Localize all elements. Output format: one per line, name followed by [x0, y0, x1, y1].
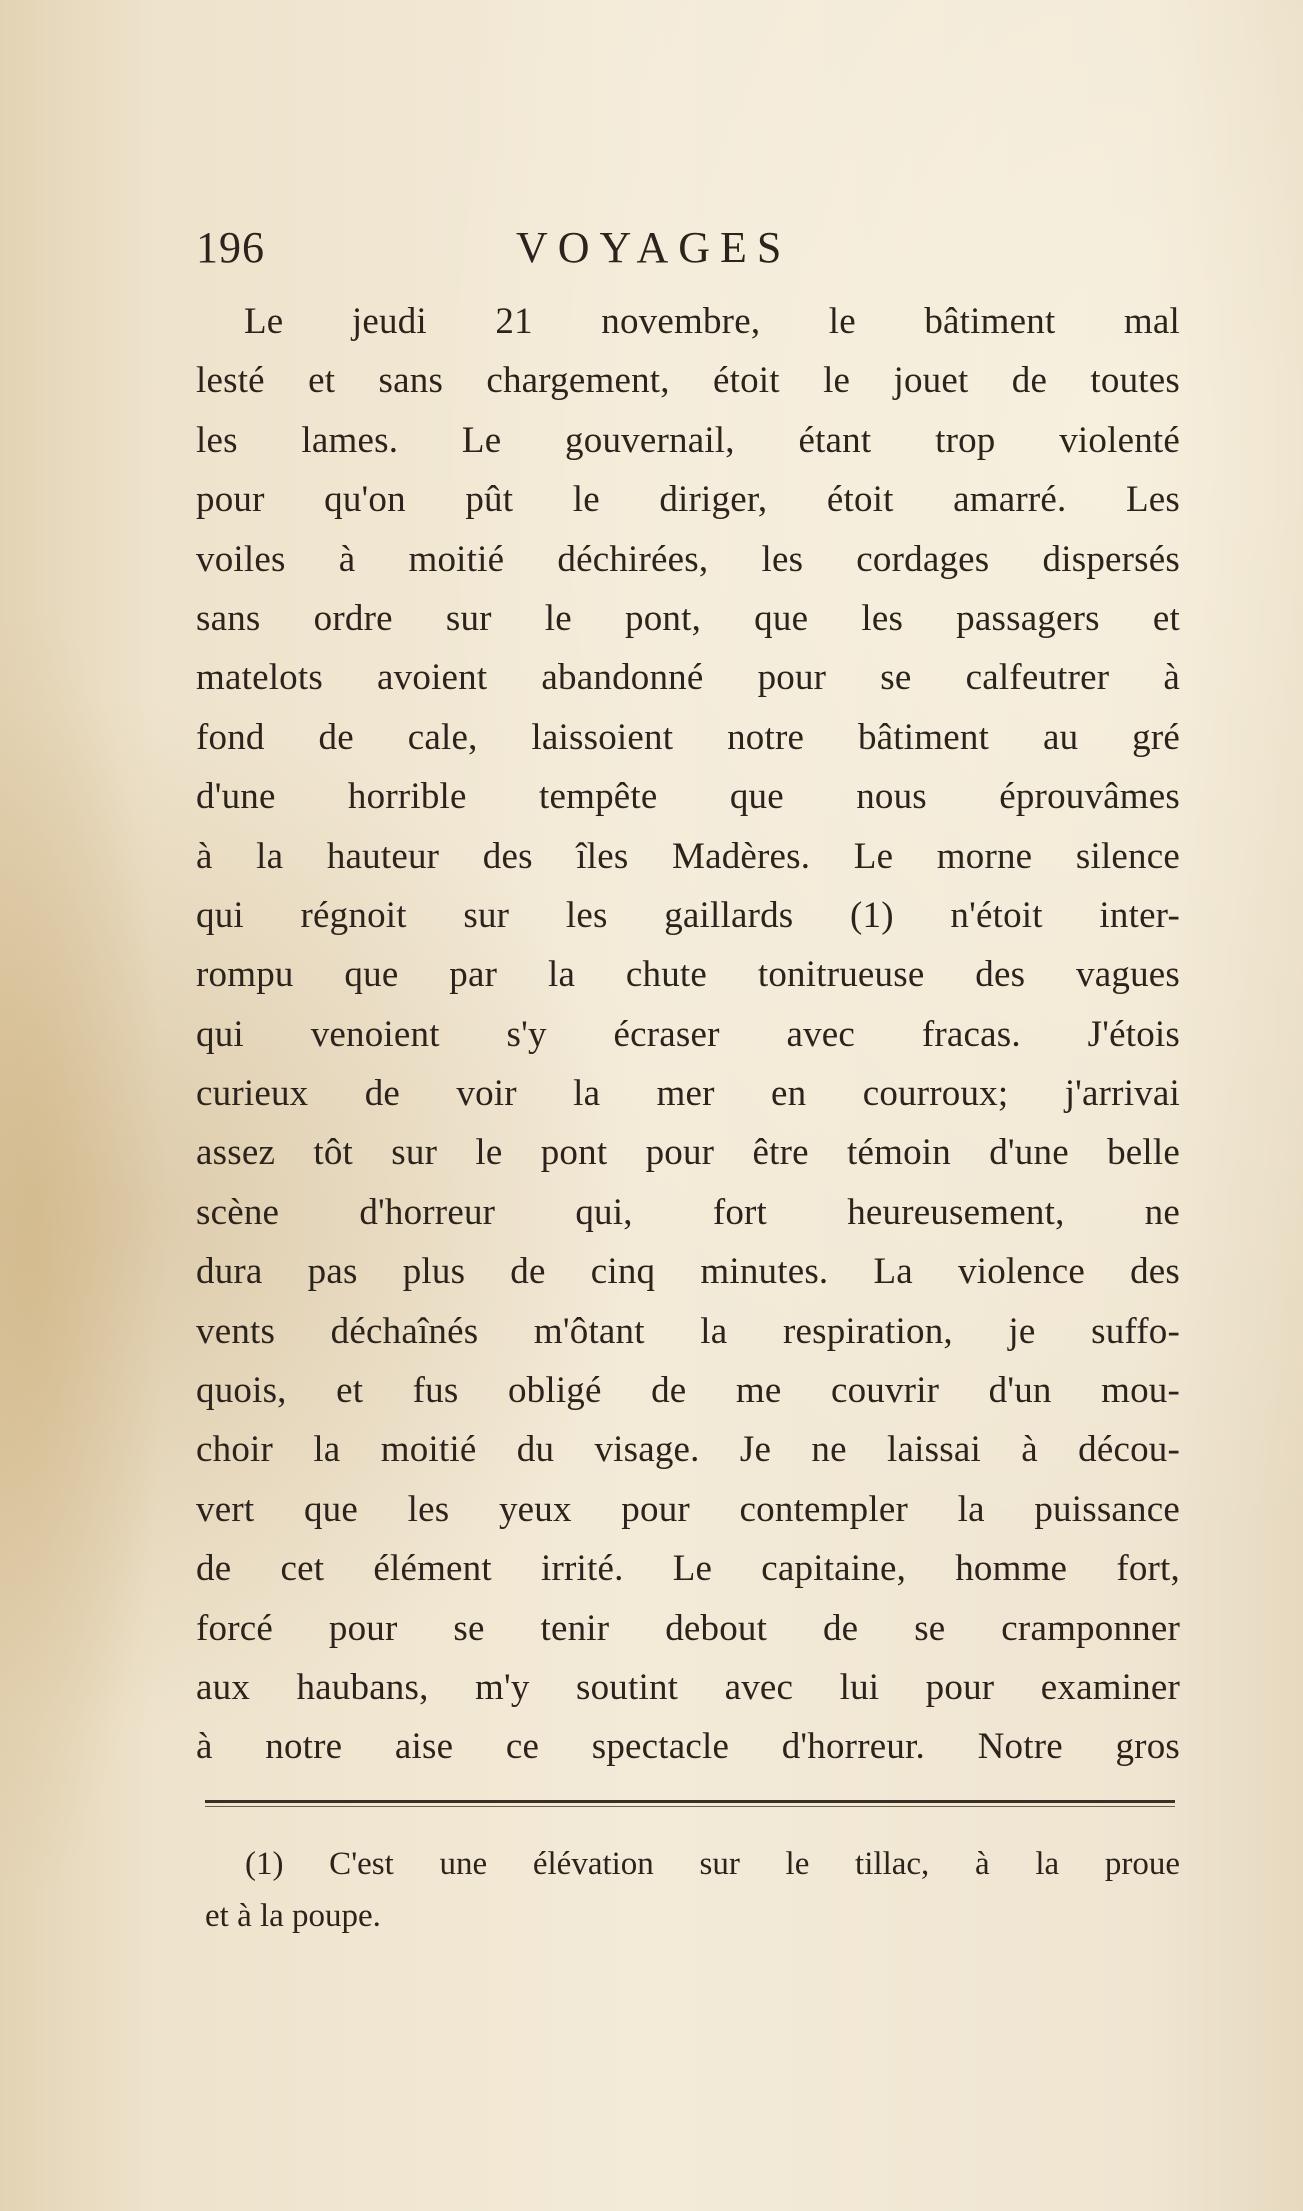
footnote-rule	[205, 1800, 1175, 1803]
body-text	[196, 292, 1180, 1777]
text-line: qui venoient s'y écraser avec fracas. J'étois	[196, 1013, 1180, 1055]
footnote-line: (1) C'est une élévation sur le tillac, à la proue	[245, 1846, 1180, 1882]
text-line: lesté et sans chargement, étoit le jouet de toutes	[196, 360, 1180, 402]
text-line: d'une horrible tempête que nous éprouvâmes	[196, 776, 1180, 818]
text-line: les lames. Le gouvernail, étant trop violenté	[196, 419, 1180, 461]
text-line: vents déchaînés m'ôtant la respiration, je suffo-	[196, 1310, 1180, 1352]
text-line: dura pas plus de cinq minutes. La violence des	[196, 1251, 1180, 1293]
footnote-line: et à la poupe.	[205, 1898, 381, 1934]
page-number: 196	[196, 223, 265, 272]
footnote	[205, 1838, 1180, 1942]
text-line: sans ordre sur le pont, que les passagers et	[196, 597, 1180, 639]
text-line: matelots avoient abandonné pour se calfeutrer à	[196, 657, 1180, 699]
text-line: de cet élément irrité. Le capitaine, homme fort,	[196, 1548, 1180, 1590]
text-line: quois, et fus obligé de me couvrir d'un mou-	[196, 1370, 1180, 1412]
text-line: fond de cale, laissoient notre bâtiment au gré	[196, 716, 1180, 758]
text-line: voiles à moitié déchirées, les cordages dispersés	[196, 538, 1180, 580]
text-line: à notre aise ce spectacle d'horreur. Notre gros	[196, 1726, 1180, 1768]
text-line: scène d'horreur qui, fort heureusement, ne	[196, 1191, 1180, 1233]
text-line: forcé pour se tenir debout de se cramponner	[196, 1607, 1180, 1649]
text-line: choir la moitié du visage. Je ne laissai à décou-	[196, 1429, 1180, 1471]
paper-stain	[0, 600, 170, 1900]
text-line: assez tôt sur le pont pour être témoin d'une belle	[196, 1132, 1180, 1174]
text-line: pour qu'on pût le diriger, étoit amarré. Les	[196, 479, 1180, 521]
running-title: VOYAGES	[516, 223, 792, 272]
text-line: rompu que par la chute tonitrueuse des vagues	[196, 954, 1180, 996]
text-line: à la hauteur des îles Madères. Le morne silence	[196, 835, 1180, 877]
text-line: aux haubans, m'y soutint avec lui pour examiner	[196, 1666, 1180, 1708]
text-line: curieux de voir la mer en courroux; j'arrivai	[196, 1073, 1180, 1115]
text-line: Le jeudi 21 novembre, le bâtiment mal	[244, 301, 1180, 342]
text-line: vert que les yeux pour contempler la puissance	[196, 1488, 1180, 1530]
text-line: qui régnoit sur les gaillards (1) n'étoit inter-	[196, 894, 1180, 936]
running-head	[196, 222, 1176, 282]
